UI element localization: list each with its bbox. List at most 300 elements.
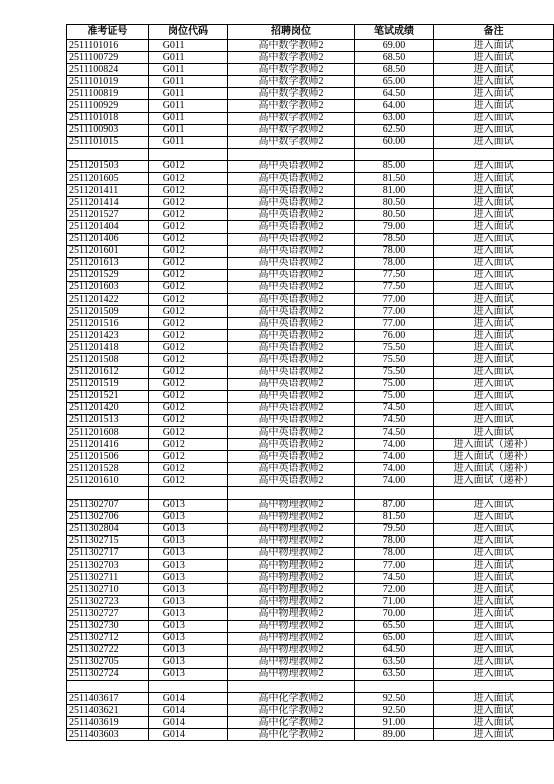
cell-written-score: 75.50: [354, 366, 434, 378]
cell-exam-id: 2511302703: [67, 560, 149, 572]
cell-position-name: 高中化学教师2: [228, 693, 354, 705]
cell-remarks: 进入面试: [434, 40, 554, 52]
table-row: [67, 547, 554, 559]
table-row: [67, 330, 554, 342]
table-row: [67, 644, 554, 656]
cell-remarks: 进入面试: [434, 306, 554, 318]
cell-remarks: 进入面试: [434, 173, 554, 185]
cell-exam-id: 2511201406: [67, 233, 149, 245]
empty-cell: [228, 487, 354, 499]
cell-remarks: 进入面试（递补）: [434, 439, 554, 451]
cell-position-code: G012: [148, 185, 228, 197]
cell-exam-id: 2511201521: [67, 390, 149, 402]
table-row: [67, 185, 554, 197]
cell-position-code: G012: [148, 475, 228, 487]
table-row: [67, 632, 554, 644]
cell-position-name: 高中化学教师2: [228, 705, 354, 717]
cell-written-score: 64.50: [354, 88, 434, 100]
table-row: [67, 52, 554, 64]
cell-exam-id: 2511302712: [67, 632, 149, 644]
cell-position-name: 高中物理教师2: [228, 584, 354, 596]
empty-cell: [228, 680, 354, 692]
cell-exam-id: 2511100903: [67, 124, 149, 136]
cell-position-code: G014: [148, 705, 228, 717]
table-row: [67, 64, 554, 76]
cell-position-name: 高中英语教师2: [228, 257, 354, 269]
cell-position-code: G012: [148, 245, 228, 257]
cell-exam-id: 2511302727: [67, 608, 149, 620]
cell-exam-id: 2511101018: [67, 112, 149, 124]
cell-exam-id: 2511100819: [67, 88, 149, 100]
table-row: [67, 318, 554, 330]
cell-exam-id: 2511201513: [67, 414, 149, 426]
cell-written-score: 81.50: [354, 173, 434, 185]
table-row: [67, 439, 554, 451]
empty-cell: [148, 680, 228, 692]
group-separator-row: [67, 680, 554, 692]
cell-position-name: 高中英语教师2: [228, 402, 354, 414]
cell-position-name: 高中物理教师2: [228, 668, 354, 680]
cell-position-name: 高中英语教师2: [228, 245, 354, 257]
cell-written-score: 65.00: [354, 76, 434, 88]
table-row: [67, 40, 554, 52]
cell-position-code: G012: [148, 281, 228, 293]
group-separator-row: [67, 148, 554, 160]
cell-remarks: 进入面试: [434, 644, 554, 656]
cell-position-code: G012: [148, 293, 228, 305]
cell-exam-id: 2511201613: [67, 257, 149, 269]
cell-remarks: 进入面试: [434, 499, 554, 511]
cell-position-code: G014: [148, 693, 228, 705]
cell-position-code: G013: [148, 535, 228, 547]
cell-position-code: G012: [148, 378, 228, 390]
cell-exam-id: 2511201603: [67, 281, 149, 293]
cell-exam-id: 2511201423: [67, 330, 149, 342]
empty-cell: [434, 148, 554, 160]
table-row: [67, 620, 554, 632]
empty-cell: [354, 680, 434, 692]
table-body: [67, 40, 554, 741]
table-row: [67, 427, 554, 439]
table-row: [67, 668, 554, 680]
cell-remarks: 进入面试: [434, 281, 554, 293]
cell-written-score: 65.00: [354, 632, 434, 644]
empty-cell: [354, 487, 434, 499]
cell-position-name: 高中物理教师2: [228, 644, 354, 656]
table-row: [67, 100, 554, 112]
empty-cell: [434, 487, 554, 499]
cell-written-score: 91.00: [354, 717, 434, 729]
cell-remarks: 进入面试: [434, 668, 554, 680]
table-row: [67, 245, 554, 257]
cell-exam-id: 2511100729: [67, 52, 149, 64]
empty-cell: [67, 148, 149, 160]
cell-written-score: 80.50: [354, 209, 434, 221]
cell-remarks: 进入面试: [434, 632, 554, 644]
cell-remarks: 进入面试: [434, 209, 554, 221]
header-exam-id: 准考证号: [67, 25, 149, 40]
cell-remarks: 进入面试: [434, 693, 554, 705]
cell-position-name: 高中化学教师2: [228, 717, 354, 729]
cell-remarks: 进入面试: [434, 257, 554, 269]
table-row: [67, 136, 554, 148]
cell-written-score: 64.50: [354, 644, 434, 656]
cell-position-code: G011: [148, 52, 228, 64]
cell-exam-id: 2511201608: [67, 427, 149, 439]
table-row: [67, 354, 554, 366]
cell-position-code: G013: [148, 644, 228, 656]
cell-written-score: 70.00: [354, 608, 434, 620]
cell-written-score: 74.50: [354, 414, 434, 426]
cell-position-code: G012: [148, 160, 228, 172]
results-table: [66, 24, 554, 741]
cell-written-score: 62.50: [354, 124, 434, 136]
cell-remarks: 进入面试: [434, 511, 554, 523]
cell-position-code: G012: [148, 402, 228, 414]
cell-written-score: 81.50: [354, 511, 434, 523]
cell-remarks: 进入面试: [434, 269, 554, 281]
cell-position-code: G012: [148, 330, 228, 342]
cell-written-score: 78.00: [354, 547, 434, 559]
table-row: [67, 281, 554, 293]
cell-position-code: G013: [148, 572, 228, 584]
cell-remarks: 进入面试: [434, 402, 554, 414]
cell-exam-id: 2511302717: [67, 547, 149, 559]
cell-remarks: 进入面试: [434, 293, 554, 305]
table-row: [67, 306, 554, 318]
cell-written-score: 77.00: [354, 293, 434, 305]
cell-position-code: G012: [148, 366, 228, 378]
cell-position-name: 高中英语教师2: [228, 185, 354, 197]
cell-exam-id: 2511201527: [67, 209, 149, 221]
cell-exam-id: 2511302707: [67, 499, 149, 511]
cell-position-name: 高中数学教师2: [228, 40, 354, 52]
cell-position-code: G013: [148, 632, 228, 644]
cell-position-name: 高中物理教师2: [228, 511, 354, 523]
cell-position-code: G012: [148, 439, 228, 451]
cell-position-code: G014: [148, 729, 228, 741]
cell-remarks: 进入面试: [434, 221, 554, 233]
cell-position-name: 高中英语教师2: [228, 269, 354, 281]
cell-position-code: G012: [148, 318, 228, 330]
cell-position-name: 高中物理教师2: [228, 560, 354, 572]
table-row: [67, 572, 554, 584]
cell-exam-id: 2511302730: [67, 620, 149, 632]
table-row: [67, 596, 554, 608]
empty-cell: [354, 148, 434, 160]
table-row: [67, 523, 554, 535]
table-row: [67, 366, 554, 378]
cell-exam-id: 2511201416: [67, 439, 149, 451]
cell-position-name: 高中数学教师2: [228, 76, 354, 88]
cell-written-score: 77.00: [354, 318, 434, 330]
cell-position-name: 高中英语教师2: [228, 209, 354, 221]
cell-remarks: 进入面试: [434, 523, 554, 535]
cell-written-score: 78.00: [354, 257, 434, 269]
table-row: [67, 160, 554, 172]
cell-position-name: 高中英语教师2: [228, 451, 354, 463]
cell-remarks: 进入面试: [434, 560, 554, 572]
cell-remarks: 进入面试: [434, 705, 554, 717]
group-separator-row: [67, 487, 554, 499]
cell-exam-id: 2511201509: [67, 306, 149, 318]
cell-position-name: 高中物理教师2: [228, 523, 354, 535]
cell-position-code: G012: [148, 342, 228, 354]
cell-written-score: 68.50: [354, 52, 434, 64]
cell-written-score: 81.00: [354, 185, 434, 197]
cell-exam-id: 2511201529: [67, 269, 149, 281]
cell-exam-id: 2511201414: [67, 197, 149, 209]
cell-position-name: 高中英语教师2: [228, 475, 354, 487]
cell-remarks: 进入面试: [434, 330, 554, 342]
cell-remarks: 进入面试: [434, 572, 554, 584]
cell-written-score: 71.00: [354, 596, 434, 608]
cell-written-score: 72.00: [354, 584, 434, 596]
cell-position-code: G011: [148, 64, 228, 76]
cell-written-score: 74.50: [354, 402, 434, 414]
cell-written-score: 78.00: [354, 535, 434, 547]
cell-remarks: 进入面试: [434, 88, 554, 100]
cell-position-code: G013: [148, 608, 228, 620]
table-row: [67, 378, 554, 390]
cell-written-score: 63.50: [354, 668, 434, 680]
cell-position-name: 高中英语教师2: [228, 439, 354, 451]
cell-remarks: 进入面试: [434, 76, 554, 88]
cell-position-code: G013: [148, 547, 228, 559]
cell-position-name: 高中物理教师2: [228, 632, 354, 644]
cell-position-name: 高中物理教师2: [228, 547, 354, 559]
cell-remarks: 进入面试: [434, 160, 554, 172]
cell-position-name: 高中英语教师2: [228, 160, 354, 172]
cell-remarks: 进入面试: [434, 584, 554, 596]
cell-exam-id: 2511302705: [67, 656, 149, 668]
cell-remarks: 进入面试: [434, 390, 554, 402]
cell-exam-id: 2511403621: [67, 705, 149, 717]
cell-position-name: 高中英语教师2: [228, 318, 354, 330]
cell-written-score: 85.00: [354, 160, 434, 172]
cell-exam-id: 2511201404: [67, 221, 149, 233]
cell-exam-id: 2511201610: [67, 475, 149, 487]
cell-position-code: G013: [148, 523, 228, 535]
cell-remarks: 进入面试: [434, 366, 554, 378]
cell-exam-id: 2511201519: [67, 378, 149, 390]
cell-position-code: G012: [148, 173, 228, 185]
cell-position-code: G012: [148, 354, 228, 366]
cell-position-name: 高中数学教师2: [228, 88, 354, 100]
table-row: [67, 112, 554, 124]
cell-position-code: G013: [148, 560, 228, 572]
cell-exam-id: 2511201411: [67, 185, 149, 197]
cell-position-name: 高中英语教师2: [228, 233, 354, 245]
cell-position-code: G012: [148, 390, 228, 402]
cell-written-score: 64.00: [354, 100, 434, 112]
cell-written-score: 60.00: [354, 136, 434, 148]
cell-position-name: 高中数学教师2: [228, 136, 354, 148]
cell-position-name: 高中英语教师2: [228, 390, 354, 402]
cell-exam-id: 2511201422: [67, 293, 149, 305]
cell-remarks: 进入面试: [434, 620, 554, 632]
cell-position-code: G012: [148, 269, 228, 281]
cell-remarks: 进入面试: [434, 52, 554, 64]
cell-position-name: 高中英语教师2: [228, 342, 354, 354]
cell-position-code: G013: [148, 668, 228, 680]
cell-position-name: 高中数学教师2: [228, 64, 354, 76]
cell-position-name: 高中英语教师2: [228, 378, 354, 390]
cell-written-score: 92.50: [354, 705, 434, 717]
cell-position-name: 高中英语教师2: [228, 281, 354, 293]
cell-position-code: G013: [148, 620, 228, 632]
cell-exam-id: 2511201418: [67, 342, 149, 354]
table-row: [67, 257, 554, 269]
cell-position-name: 高中英语教师2: [228, 463, 354, 475]
empty-cell: [67, 680, 149, 692]
cell-position-name: 高中英语教师2: [228, 221, 354, 233]
cell-exam-id: 2511201516: [67, 318, 149, 330]
table-row: [67, 535, 554, 547]
cell-position-name: 高中英语教师2: [228, 366, 354, 378]
table-row: [67, 342, 554, 354]
table-row: [67, 451, 554, 463]
cell-exam-id: 2511302722: [67, 644, 149, 656]
cell-exam-id: 2511100824: [67, 64, 149, 76]
cell-position-code: G012: [148, 197, 228, 209]
table-row: [67, 293, 554, 305]
cell-written-score: 65.50: [354, 620, 434, 632]
cell-exam-id: 2511302723: [67, 596, 149, 608]
cell-exam-id: 2511201420: [67, 402, 149, 414]
cell-remarks: 进入面试: [434, 535, 554, 547]
cell-position-name: 高中物理教师2: [228, 656, 354, 668]
table-row: [67, 693, 554, 705]
cell-exam-id: 2511101016: [67, 40, 149, 52]
cell-written-score: 69.00: [354, 40, 434, 52]
cell-position-code: G014: [148, 717, 228, 729]
cell-position-code: G011: [148, 40, 228, 52]
header-position-name: 招聘岗位: [228, 25, 354, 40]
cell-position-name: 高中英语教师2: [228, 197, 354, 209]
header-position-code: 岗位代码: [148, 25, 228, 40]
table-row: [67, 197, 554, 209]
cell-position-name: 高中化学教师2: [228, 729, 354, 741]
cell-remarks: 进入面试: [434, 717, 554, 729]
cell-position-name: 高中英语教师2: [228, 354, 354, 366]
cell-remarks: 进入面试: [434, 729, 554, 741]
cell-position-code: G012: [148, 209, 228, 221]
cell-exam-id: 2511201508: [67, 354, 149, 366]
cell-written-score: 79.00: [354, 221, 434, 233]
cell-position-code: G011: [148, 124, 228, 136]
cell-position-code: G012: [148, 463, 228, 475]
cell-remarks: 进入面试: [434, 124, 554, 136]
cell-position-name: 高中英语教师2: [228, 414, 354, 426]
cell-remarks: 进入面试: [434, 112, 554, 124]
cell-written-score: 80.50: [354, 197, 434, 209]
cell-exam-id: 2511201605: [67, 173, 149, 185]
cell-position-code: G013: [148, 656, 228, 668]
table-row: [67, 76, 554, 88]
cell-remarks: 进入面试: [434, 197, 554, 209]
cell-written-score: 76.00: [354, 330, 434, 342]
table-row: [67, 390, 554, 402]
cell-exam-id: 2511101015: [67, 136, 149, 148]
table-row: [67, 717, 554, 729]
table-row: [67, 209, 554, 221]
empty-cell: [434, 680, 554, 692]
cell-written-score: 92.50: [354, 693, 434, 705]
table-row: [67, 729, 554, 741]
cell-written-score: 78.50: [354, 233, 434, 245]
cell-exam-id: 2511302804: [67, 523, 149, 535]
cell-position-name: 高中物理教师2: [228, 499, 354, 511]
table-row: [67, 269, 554, 281]
cell-written-score: 74.00: [354, 439, 434, 451]
cell-exam-id: 2511302711: [67, 572, 149, 584]
cell-position-name: 高中物理教师2: [228, 535, 354, 547]
cell-remarks: 进入面试: [434, 233, 554, 245]
cell-written-score: 63.00: [354, 112, 434, 124]
empty-cell: [148, 487, 228, 499]
cell-remarks: 进入面试: [434, 378, 554, 390]
cell-exam-id: 2511201612: [67, 366, 149, 378]
cell-position-name: 高中数学教师2: [228, 52, 354, 64]
cell-remarks: 进入面试: [434, 342, 554, 354]
cell-position-code: G012: [148, 306, 228, 318]
cell-position-code: G012: [148, 451, 228, 463]
cell-remarks: 进入面试: [434, 547, 554, 559]
cell-exam-id: 2511302724: [67, 668, 149, 680]
results-sheet: [66, 24, 554, 741]
cell-position-code: G012: [148, 427, 228, 439]
cell-written-score: 77.00: [354, 560, 434, 572]
cell-exam-id: 2511302715: [67, 535, 149, 547]
cell-written-score: 77.50: [354, 281, 434, 293]
table-row: [67, 88, 554, 100]
cell-written-score: 75.00: [354, 378, 434, 390]
cell-exam-id: 2511201506: [67, 451, 149, 463]
empty-cell: [148, 148, 228, 160]
table-row: [67, 475, 554, 487]
cell-position-name: 高中物理教师2: [228, 596, 354, 608]
cell-position-code: G011: [148, 112, 228, 124]
cell-position-code: G013: [148, 511, 228, 523]
cell-exam-id: 2511302706: [67, 511, 149, 523]
cell-remarks: 进入面试: [434, 100, 554, 112]
cell-position-name: 高中英语教师2: [228, 173, 354, 185]
table-row: [67, 499, 554, 511]
cell-position-code: G011: [148, 88, 228, 100]
header-written-score: 笔试成绩: [354, 25, 434, 40]
cell-position-name: 高中物理教师2: [228, 608, 354, 620]
cell-position-code: G011: [148, 136, 228, 148]
cell-written-score: 74.50: [354, 572, 434, 584]
cell-remarks: 进入面试: [434, 185, 554, 197]
cell-written-score: 74.00: [354, 463, 434, 475]
cell-position-code: G011: [148, 76, 228, 88]
cell-position-code: G013: [148, 499, 228, 511]
cell-remarks: 进入面试: [434, 414, 554, 426]
cell-position-name: 高中英语教师2: [228, 330, 354, 342]
table-row: [67, 511, 554, 523]
cell-position-code: G011: [148, 100, 228, 112]
table-row: [67, 402, 554, 414]
header-row: [67, 25, 554, 40]
empty-cell: [228, 148, 354, 160]
cell-remarks: 进入面试: [434, 318, 554, 330]
cell-remarks: 进入面试: [434, 596, 554, 608]
table-row: [67, 463, 554, 475]
cell-written-score: 87.00: [354, 499, 434, 511]
cell-written-score: 63.50: [354, 656, 434, 668]
